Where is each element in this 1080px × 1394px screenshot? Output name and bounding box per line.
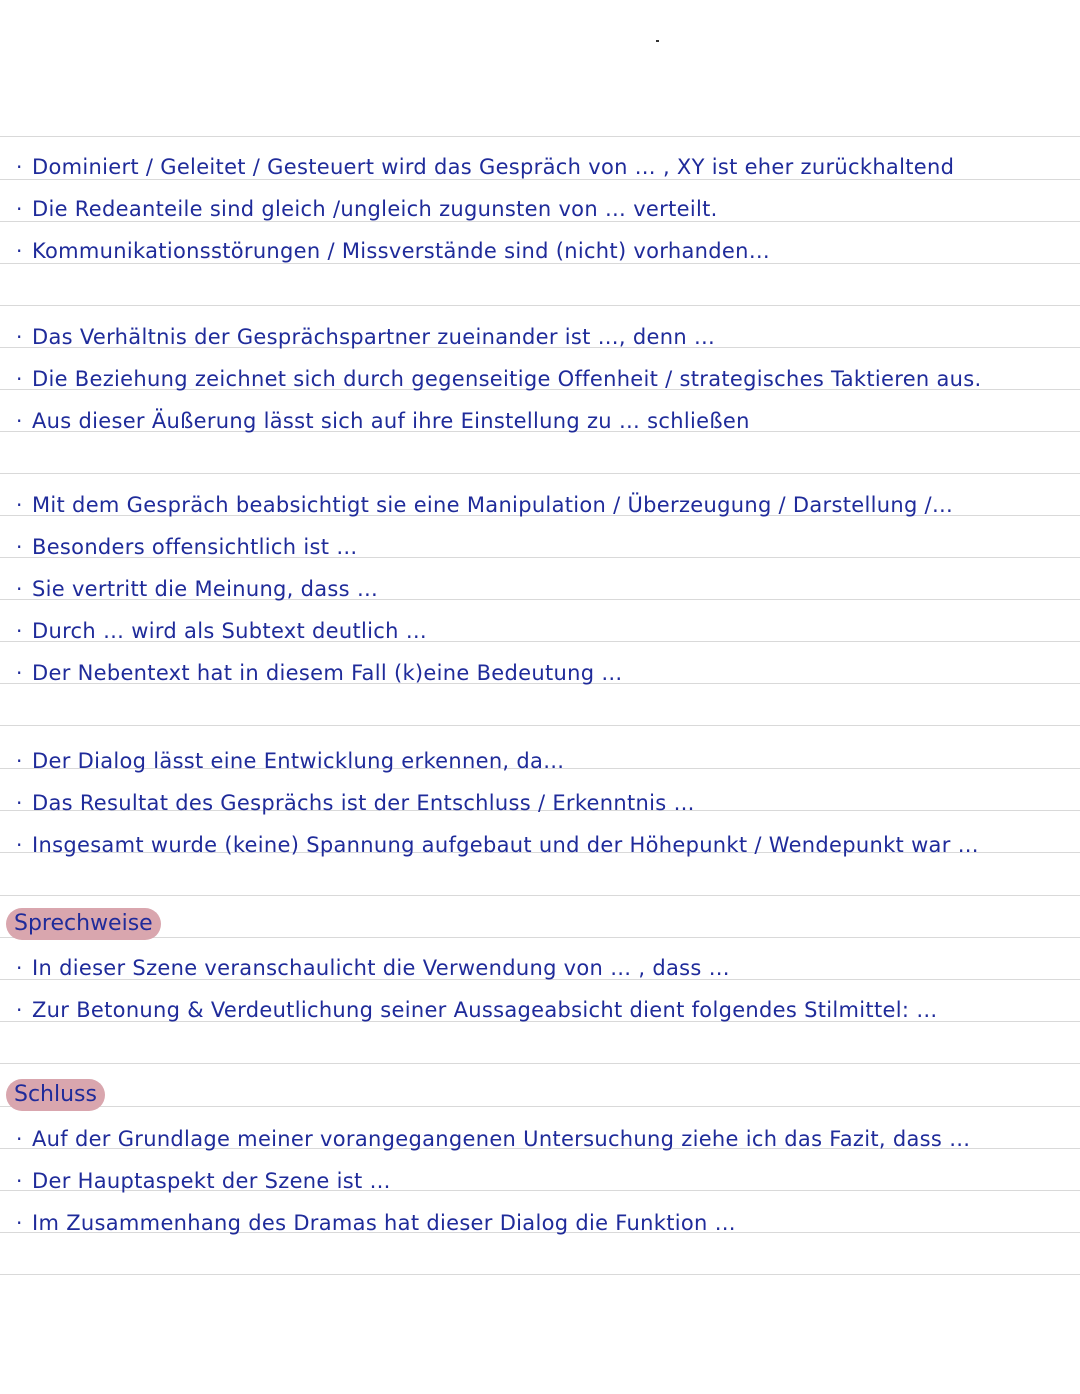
note-text: Mit dem Gespräch beabsichtigt sie eine Manipulation / Überzeugung / Darstellung /… <box>32 493 954 517</box>
note-text: Die Redeanteile sind gleich /ungleich zugunsten von … verteilt. <box>32 197 718 221</box>
note-text: Die Beziehung zeichnet sich durch gegenseitige Offenheit / strategisches Taktieren aus. <box>32 367 982 391</box>
note-line: · Kommunikationsstörungen / Missverstände sind (nicht) vorhanden… <box>16 239 770 263</box>
note-text: Insgesamt wurde (keine) Spannung aufgebaut und der Höhepunkt / Wendepunkt war … <box>32 833 979 857</box>
ruled-line <box>0 1063 1080 1064</box>
note-text: Der Dialog lässt eine Entwicklung erkennen, da… <box>32 749 565 773</box>
ruled-line <box>0 725 1080 726</box>
note-line: · Die Beziehung zeichnet sich durch gegenseitige Offenheit / strategisches Taktieren aus. <box>16 367 982 391</box>
section-heading-sprechweise: Sprechweise <box>6 908 161 940</box>
note-text: Im Zusammenhang des Dramas hat dieser Dialog die Funktion … <box>32 1211 736 1235</box>
ruled-line <box>0 1106 1080 1107</box>
ruled-line <box>0 895 1080 896</box>
note-line: · Zur Betonung & Verdeutlichung seiner Aussageabsicht dient folgendes Stilmittel: … <box>16 998 938 1022</box>
note-text: Durch … wird als Subtext deutlich … <box>32 619 428 643</box>
note-line: · Im Zusammenhang des Dramas hat dieser Dialog die Funktion … <box>16 1211 736 1235</box>
note-line: · Insgesamt wurde (keine) Spannung aufgebaut und der Höhepunkt / Wendepunkt war … <box>16 833 979 857</box>
note-line: · Der Dialog lässt eine Entwicklung erkennen, da… <box>16 749 565 773</box>
note-text: Auf der Grundlage meiner vorangegangenen Untersuchung ziehe ich das Fazit, dass … <box>32 1127 971 1151</box>
note-line: · Sie vertritt die Meinung, dass … <box>16 577 379 601</box>
note-text: Dominiert / Geleitet / Gesteuert wird das Gespräch von … , XY ist eher zurückhaltend <box>32 155 955 179</box>
note-text: Sie vertritt die Meinung, dass … <box>32 577 379 601</box>
ruled-line <box>0 473 1080 474</box>
note-text: Zur Betonung & Verdeutlichung seiner Aussageabsicht dient folgendes Stilmittel: … <box>32 998 938 1022</box>
ruled-line <box>0 136 1080 137</box>
note-text: Das Resultat des Gesprächs ist der Entschluss / Erkenntnis … <box>32 791 695 815</box>
note-line: · Aus dieser Äußerung lässt sich auf ihre Einstellung zu … schließen <box>16 409 750 433</box>
note-line: · Besonders offensichtlich ist … <box>16 535 358 559</box>
note-line: · Der Hauptaspekt der Szene ist … <box>16 1169 391 1193</box>
ruled-line <box>0 305 1080 306</box>
note-line: · Die Redeanteile sind gleich /ungleich zugunsten von … verteilt. <box>16 197 718 221</box>
stray-dot <box>656 40 659 42</box>
note-line: · Das Verhältnis der Gesprächspartner zueinander ist …, denn … <box>16 325 716 349</box>
note-text: Aus dieser Äußerung lässt sich auf ihre Einstellung zu … schließen <box>32 409 750 433</box>
note-line: · In dieser Szene veranschaulicht die Verwendung von … , dass … <box>16 956 730 980</box>
ruled-line <box>0 1274 1080 1275</box>
note-line: · Durch … wird als Subtext deutlich … <box>16 619 428 643</box>
note-line: · Dominiert / Geleitet / Gesteuert wird das Gespräch von … , XY ist eher zurückhaltend <box>16 155 955 179</box>
note-line: · Der Nebentext hat in diesem Fall (k)eine Bedeutung … <box>16 661 623 685</box>
note-text: Das Verhältnis der Gesprächspartner zueinander ist …, denn … <box>32 325 716 349</box>
note-text: Der Hauptaspekt der Szene ist … <box>32 1169 391 1193</box>
note-line: · Das Resultat des Gesprächs ist der Entschluss / Erkenntnis … <box>16 791 695 815</box>
note-text: Kommunikationsstörungen / Missverstände sind (nicht) vorhanden… <box>32 239 770 263</box>
note-text: Besonders offensichtlich ist … <box>32 535 358 559</box>
note-text: In dieser Szene veranschaulicht die Verwendung von … , dass … <box>32 956 730 980</box>
note-text: Der Nebentext hat in diesem Fall (k)eine Bedeutung … <box>32 661 623 685</box>
section-heading-schluss: Schluss <box>6 1079 105 1111</box>
note-line: · Mit dem Gespräch beabsichtigt sie eine Manipulation / Überzeugung / Darstellung /… <box>16 493 954 517</box>
note-line: · Auf der Grundlage meiner vorangegangenen Untersuchung ziehe ich das Fazit, dass … <box>16 1127 971 1151</box>
ruled-line <box>0 937 1080 938</box>
